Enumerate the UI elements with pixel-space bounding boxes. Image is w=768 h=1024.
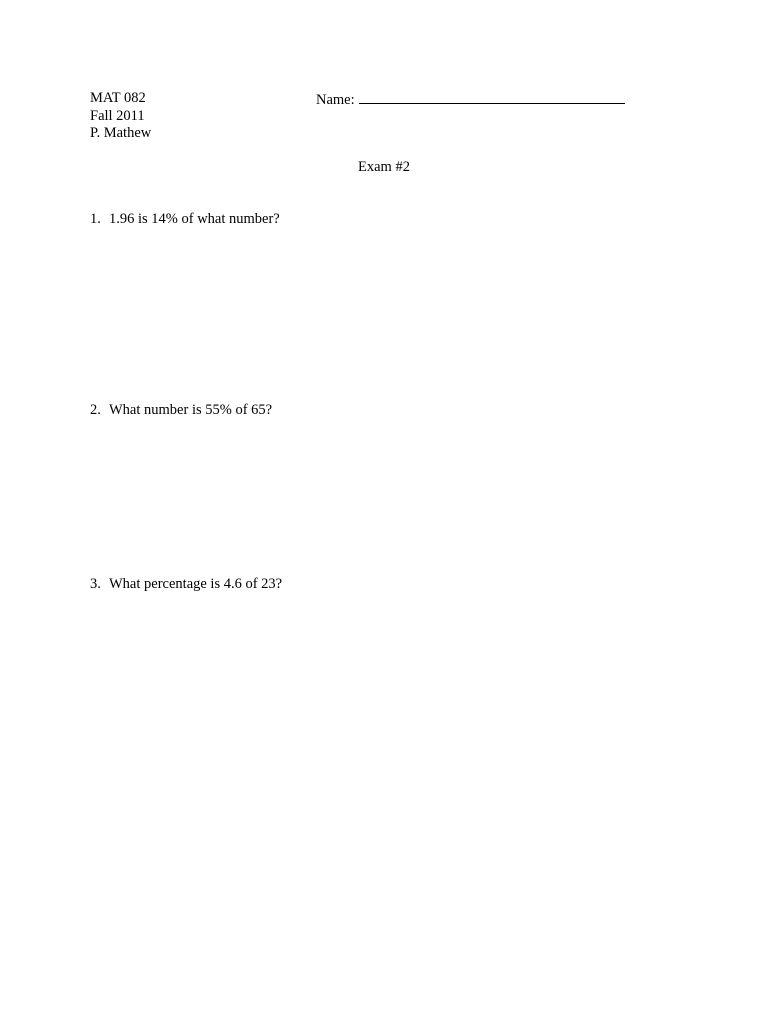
question-number: 1. <box>90 211 101 227</box>
name-blank-line <box>359 90 625 104</box>
question-number: 2. <box>90 402 101 418</box>
question-item <box>90 402 272 420</box>
course-term: Fall 2011 <box>90 107 145 124</box>
course-code: MAT 082 <box>90 90 146 106</box>
question-number: 3. <box>90 576 101 592</box>
question-text: What number is 55% of 65? <box>109 402 273 418</box>
instructor-name: P. Mathew <box>90 125 152 141</box>
name-label: Name: <box>316 92 355 108</box>
student-name-field <box>316 90 625 110</box>
question-text: 1.96 is 14% of what number? <box>109 211 280 227</box>
exam-title: Exam #2 <box>358 159 410 175</box>
question-item <box>90 211 280 229</box>
course-info <box>90 90 151 143</box>
question-item <box>90 576 282 594</box>
question-text: What percentage is 4.6 of 23? <box>109 576 283 592</box>
